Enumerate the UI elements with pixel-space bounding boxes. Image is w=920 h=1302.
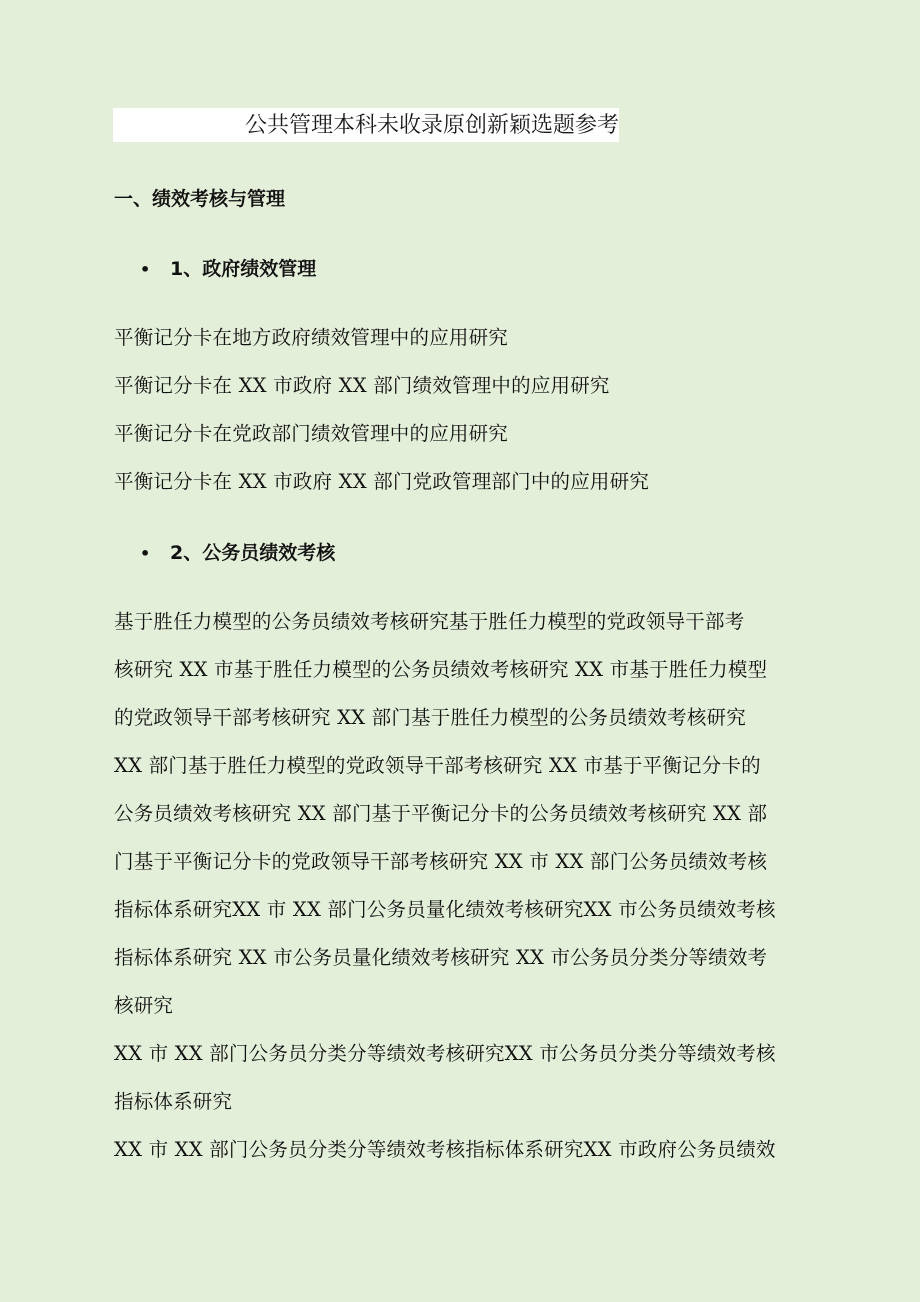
subsection-heading-2 xyxy=(140,538,335,569)
list-item: 平衡记分卡在党政部门绩效管理中的应用研究 xyxy=(114,422,509,445)
list-item: 平衡记分卡在 XX 市政府 XX 部门党政管理部门中的应用研究 xyxy=(114,470,650,493)
paragraph-line: XX 市 XX 部门公务员分类分等绩效考核研究XX 市公务员分类分等绩效考核 xyxy=(114,1042,776,1065)
section-heading: 一、绩效考核与管理 xyxy=(114,188,286,210)
paragraph-line: 核研究 XX 市基于胜任力模型的公务员绩效考核研究 XX 市基于胜任力模型 xyxy=(114,658,768,681)
bullet-icon: • xyxy=(140,260,151,279)
paragraph-line: 基于胜任力模型的公务员绩效考核研究基于胜任力模型的党政领导干部考 xyxy=(114,610,745,633)
list-item: 平衡记分卡在 XX 市政府 XX 部门绩效管理中的应用研究 xyxy=(114,374,610,397)
paragraph-line: 指标体系研究XX 市 XX 部门公务员量化绩效考核研究XX 市公务员绩效考核 xyxy=(114,898,776,921)
paragraph-line: XX 部门基于胜任力模型的党政领导干部考核研究 XX 市基于平衡记分卡的 xyxy=(114,754,761,777)
page-title: 公共管理本科未收录原创新颖选题参考 xyxy=(244,113,619,138)
paragraph-line: XX 市 XX 部门公务员分类分等绩效考核指标体系研究XX 市政府公务员绩效 xyxy=(114,1138,776,1161)
paragraph-line: 核研究 xyxy=(114,994,174,1017)
paragraph-line: 门基于平衡记分卡的党政领导干部考核研究 XX 市 XX 部门公务员绩效考核 xyxy=(114,850,768,873)
subsection-label: 2、公务员绩效考核 xyxy=(170,542,336,564)
list-item: 平衡记分卡在地方政府绩效管理中的应用研究 xyxy=(114,326,509,349)
paragraph-line: 指标体系研究 XX 市公务员量化绩效考核研究 XX 市公务员分类分等绩效考 xyxy=(114,946,768,969)
paragraph-line: 的党政领导干部考核研究 XX 部门基于胜任力模型的公务员绩效考核研究 xyxy=(114,706,746,729)
paragraph-line: 公务员绩效考核研究 XX 部门基于平衡记分卡的公务员绩效考核研究 XX 部 xyxy=(114,802,768,825)
bullet-icon: • xyxy=(140,544,151,563)
subsection-label: 1、政府绩效管理 xyxy=(170,258,317,280)
subsection-heading-1 xyxy=(140,254,316,285)
paragraph-line: 指标体系研究 xyxy=(114,1090,233,1113)
